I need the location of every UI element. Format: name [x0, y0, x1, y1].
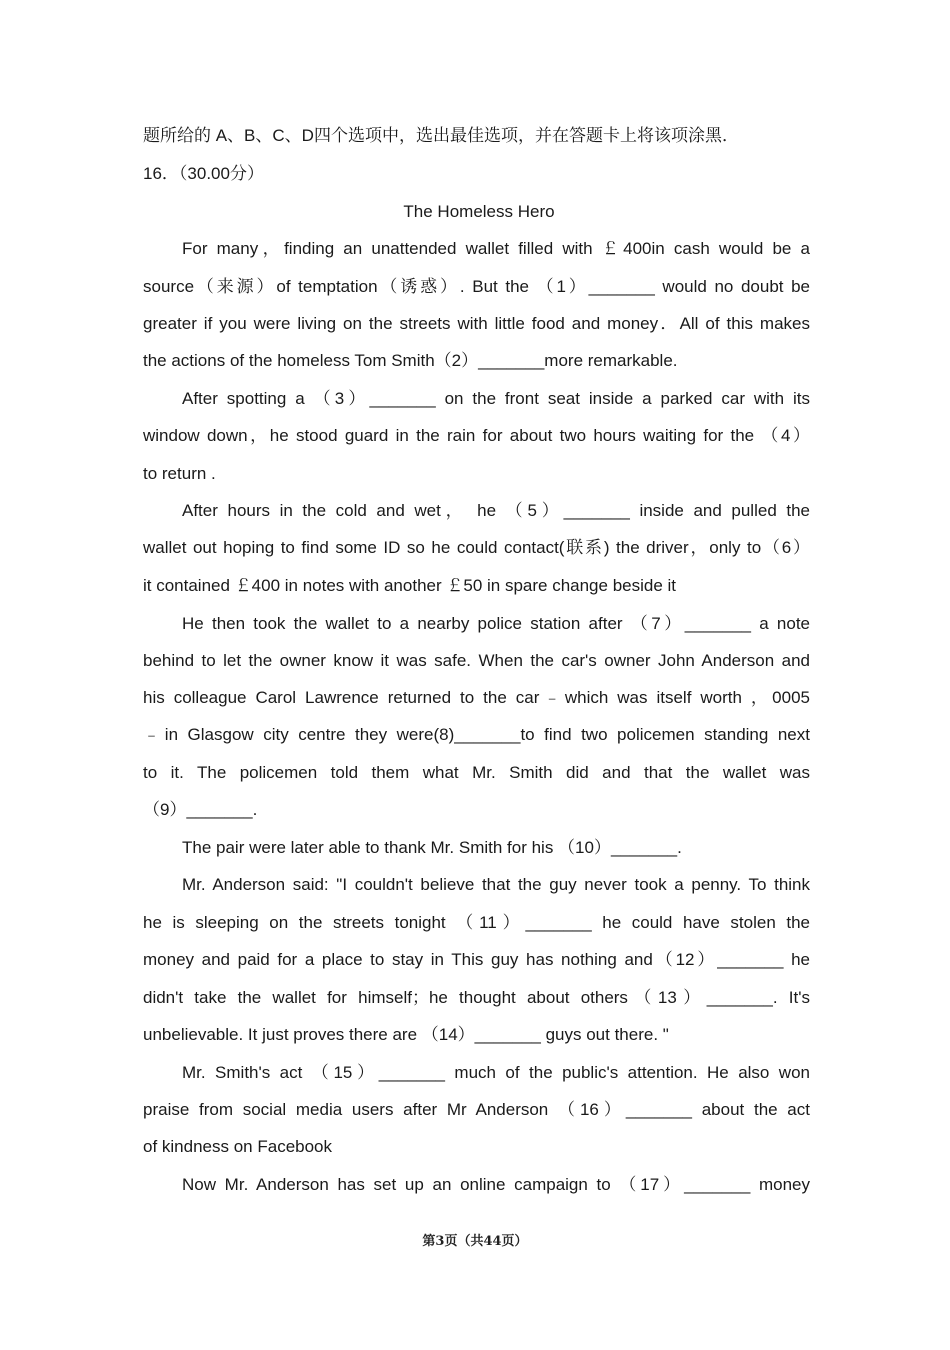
passage-line: Now Mr. Anderson has set up an online campaign to （17）_______ money [182, 1175, 810, 1194]
passage-line: He then took the wallet to a nearby police station after （7）_______ a note [182, 614, 810, 633]
passage-line: source（来源）of temptation（诱惑）. But the （1）_______ would no doubt be [143, 277, 810, 296]
passage-line: he is sleeping on the streets tonight （11）_______ he could have stolen the [143, 913, 810, 932]
passage-title: The Homeless Hero [403, 202, 555, 221]
passage-line: money and paid for a place to stay in This guy has nothing and（12）_______ he [143, 950, 810, 969]
passage-line: to return . [143, 464, 216, 483]
passage-line: the actions of the homeless Tom Smith（2）_______more remarkable. [143, 351, 678, 370]
passage-line: didn't take the wallet for himself；he thought about others（13）_______. It's [143, 988, 810, 1007]
passage-line: unbelievable. It just proves there are （14）_______ guys out there. " [143, 1025, 669, 1044]
passage-line: The pair were later able to thank Mr. Smith for his （10）_______. [182, 838, 682, 857]
passage-line: wallet out hoping to find some ID so he could contact(联系) the driver，only to（6） [143, 538, 810, 557]
passage-line: Mr. Anderson said: "I couldn't believe that the guy never took a penny. To think [182, 875, 810, 894]
passage-line: After hours in the cold and wet， he （5）_______ inside and pulled the [182, 501, 810, 520]
passage-line: greater if you were living on the streets with little food and money．All of this makes [143, 314, 810, 333]
passage-line: of kindness on Facebook [143, 1137, 333, 1156]
page-footer: 第3页（共44页） [422, 1234, 528, 1249]
passage-line: it contained ￡400 in notes with another ￡50 in spare change beside it [143, 576, 677, 595]
passage-line: his colleague Carol Lawrence returned to the car﹣which was itself worth ，0005 [143, 688, 810, 707]
passage-line: After spotting a （3）_______ on the front seat inside a parked car with its [182, 389, 810, 408]
question-header: 16．（30.00分） [143, 164, 264, 183]
passage-line: window down，he stood guard in the rain for about two hours waiting for the （4） [143, 426, 810, 445]
passage-line: Mr. Smith's act （15）_______ much of the public's attention. He also won [182, 1063, 810, 1082]
passage-line: behind to let the owner know it was safe. When the car's owner John Anderson and [143, 651, 810, 670]
passage-line: to it. The policemen told them what Mr. Smith did and that the wallet was [143, 763, 810, 782]
passage-line: praise from social media users after Mr Anderson （16）_______ about the act [143, 1100, 810, 1119]
passage-line: （9）_______. [143, 800, 258, 819]
instructions-text: 题所给的 A、B、C、D四个选项中，选出最佳选项，并在答题卡上将该项涂黑． [143, 126, 739, 145]
passage-line: For many，finding an unattended wallet filled with ￡400in cash would be a [182, 239, 810, 258]
passage-line: ﹣in Glasgow city centre they were(8)_______to find two policemen standing next [143, 725, 810, 744]
